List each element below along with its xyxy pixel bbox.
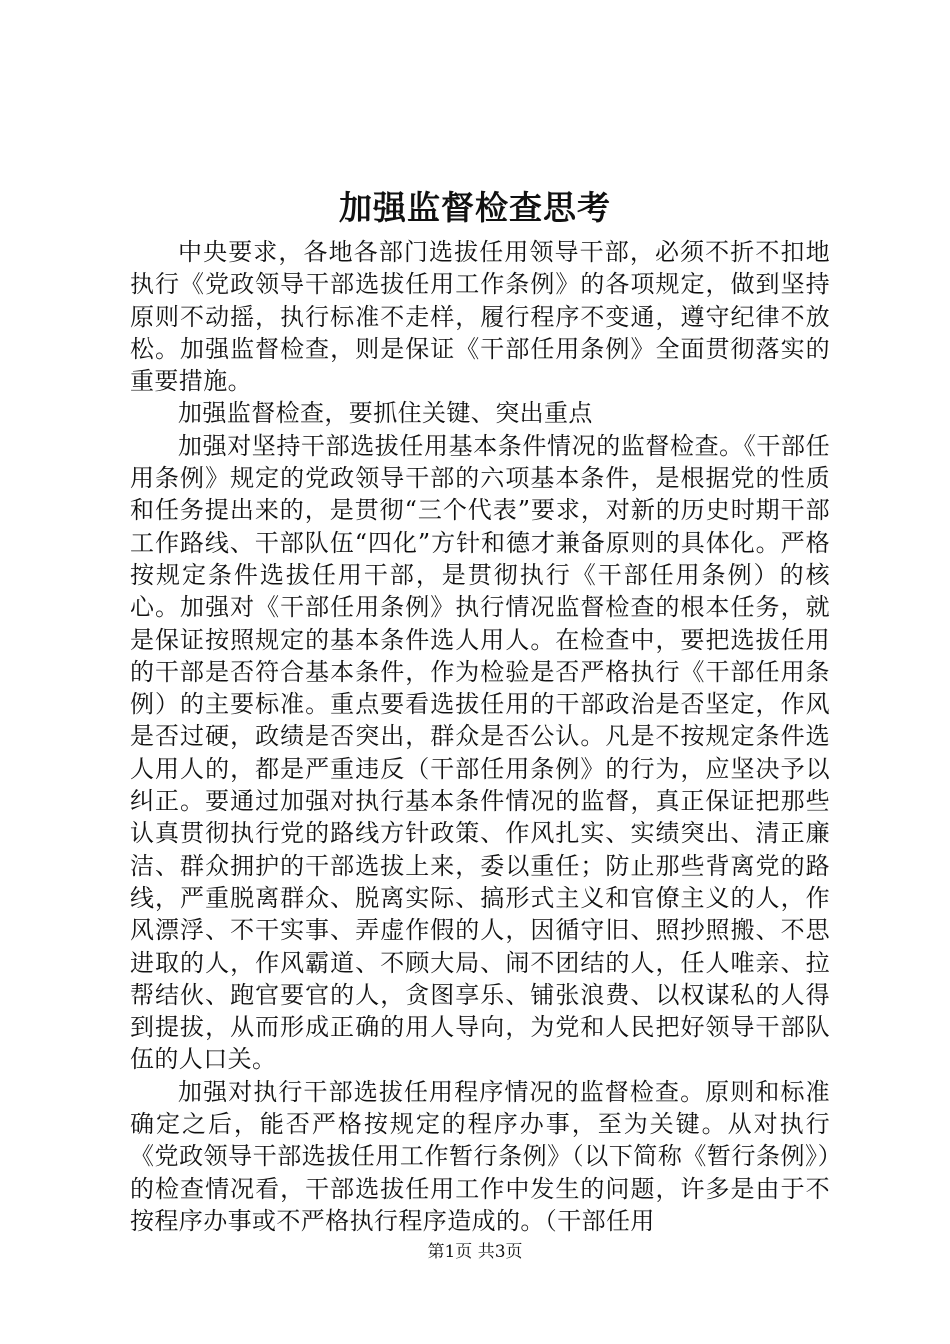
paragraph-procedures: 加强对执行干部选拔任用程序情况的监督检查。原则和标准确定之后，能否严格按规定的程序办事，至为关键。从对执行《党政领导干部选拔任用工作暂行条例》（以下简称《暂行条例》）的检查情况看，干部选拔任用工作中发生的问题，许多是由于不按程序办事或不严格执行程序造成的。（干部任用 [130,1077,830,1235]
paragraph-basic-conditions: 加强对坚持干部选拔任用基本条件情况的监督检查。《干部任用条例》规定的党政领导干部的六项基本条件，是根据党的性质和任务提出来的，是贯彻“三个代表”要求，对新的历史时期干部工作路线、干部队伍“四化”方针和德才兼备原则的具体化。严格按规定条件选拔任用干部，是贯彻执行《干部任用条例）的核心。加强对《干部任用条例》执行情况监督检查的根本任务，就是保证按照规定的基本条件选人用人。在检查中，要把选拔任用的干部是否符合基本条件，作为检验是否严格执行《干部任用条例）的主要标准。重点要看选拔任用的干部政治是否坚定，作风是否过硬，政绩是否突出，群众是否公认。凡是不按规定条件选人用人的，都是严重违反（干部任用条例》的行为，应坚决予以纠正。要通过加强对执行基本条件情况的监督，真正保证把那些认真贯彻执行党的路线方针政策、作风扎实、实绩突出、清正廉洁、群众拥护的干部选拔上来，委以重任；防止那些背离党的路线，严重脱离群众、脱离实际、搞形式主义和官僚主义的人，作风漂浮、不干实事、弄虚作假的人，因循守旧、照抄照搬、不思进取的人，作风霸道、不顾大局、闹不团结的人，任人唯亲、拉帮结伙、跑官要官的人，贪图享乐、铺张浪费、以权谋私的人得到提拔，从而形成正确的用人导向，为党和人民把好领导干部队伍的人口关。 [130,431,830,1074]
document-body [130,236,830,1237]
document-title: 加强监督检查思考 [339,188,611,227]
paragraph-subheading: 加强监督检查，要抓住关键、突出重点 [178,399,593,428]
paragraph-intro: 中央要求，各地各部门选拔任用领导干部，必须不折不扣地执行《党政领导干部选拔任用工作条例》的各项规定，做到坚持原则不动摇，执行标准不走样，履行程序不变通，遵守纪律不放松。加强监督检查，则是保证《干部任用条例》全面贯彻落实的重要措施。 [130,238,830,396]
page-number-footer: 第1页 共3页 [427,1242,523,1262]
